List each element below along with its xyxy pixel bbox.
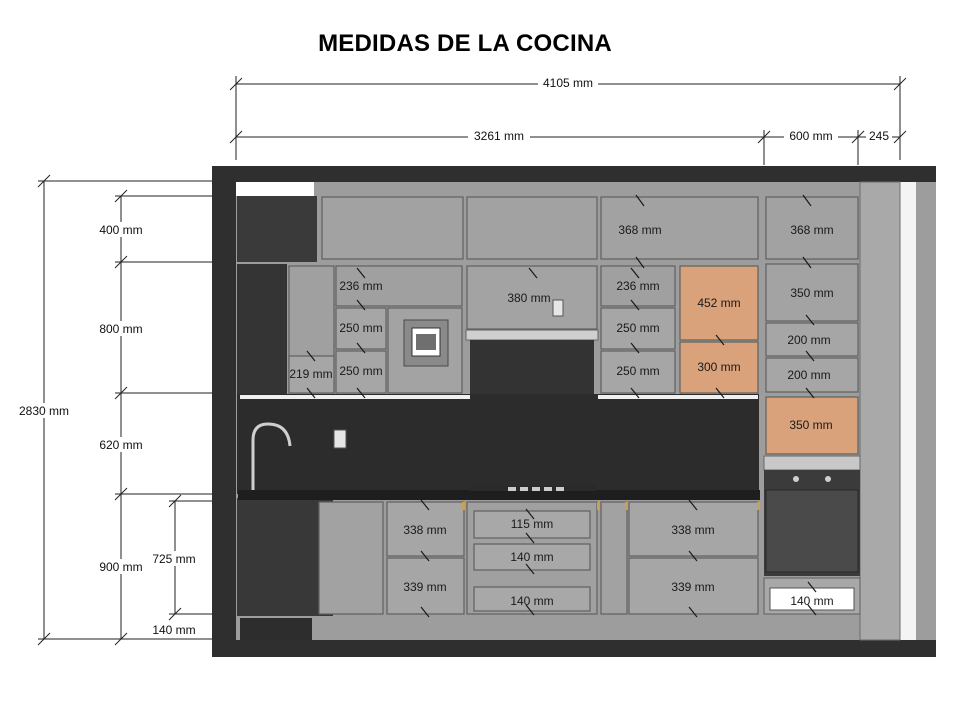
dim-base-height: 900 mm (99, 560, 143, 574)
dim-wall-height: 800 mm (99, 322, 143, 336)
dim-counter-height: 725 mm (152, 552, 196, 566)
label-base-3: 338 mm (671, 523, 715, 537)
dim-mid-width: 600 mm (789, 129, 833, 143)
label-wall-1: 236 mm (339, 279, 383, 293)
label-wall-5: 236 mm (616, 279, 660, 293)
label-tall-2: 200 mm (787, 333, 831, 347)
label-wall-2: 250 mm (339, 321, 383, 335)
dim-total-width: 4105 mm (542, 76, 594, 90)
switch-icon (553, 300, 563, 316)
label-drawer-3: 140 mm (510, 594, 554, 608)
backsplash (237, 394, 759, 494)
oven-tower (764, 456, 860, 614)
label-orange-1: 452 mm (697, 296, 741, 310)
label-drawer-1: 115 mm (510, 517, 554, 531)
electrical-panel-icon (404, 320, 448, 366)
dim-right-width: 245 (868, 129, 890, 143)
page-title: MEDIDAS DE LA COCINA (318, 30, 612, 57)
label-hood: 380 mm (507, 291, 551, 305)
label-wall-4: 219 mm (289, 367, 333, 381)
label-tall-1: 350 mm (790, 286, 834, 300)
dim-upper-height: 400 mm (99, 223, 143, 237)
label-drawer-2: 140 mm (510, 550, 554, 564)
label-tall-3: 200 mm (787, 368, 831, 382)
label-orange-3: 350 mm (789, 418, 833, 432)
dim-left-width: 3261 mm (473, 129, 525, 143)
label-wall-7: 250 mm (616, 364, 660, 378)
label-base-2: 339 mm (403, 580, 447, 594)
label-oven-drawer: 140 mm (790, 594, 834, 608)
upper-band (322, 197, 858, 259)
label-upper-b: 368 mm (790, 223, 834, 237)
range-hood (466, 330, 598, 394)
label-orange-2: 300 mm (697, 360, 741, 374)
dim-plinth-height: 140 mm (152, 623, 196, 637)
label-base-4: 339 mm (671, 580, 715, 594)
label-base-1: 338 mm (403, 523, 447, 537)
label-wall-3: 250 mm (339, 364, 383, 378)
label-wall-6: 250 mm (616, 321, 660, 335)
dim-backsplash-height: 620 mm (99, 438, 143, 452)
dim-total-height: 2830 mm (18, 404, 70, 418)
label-upper-a: 368 mm (618, 223, 662, 237)
